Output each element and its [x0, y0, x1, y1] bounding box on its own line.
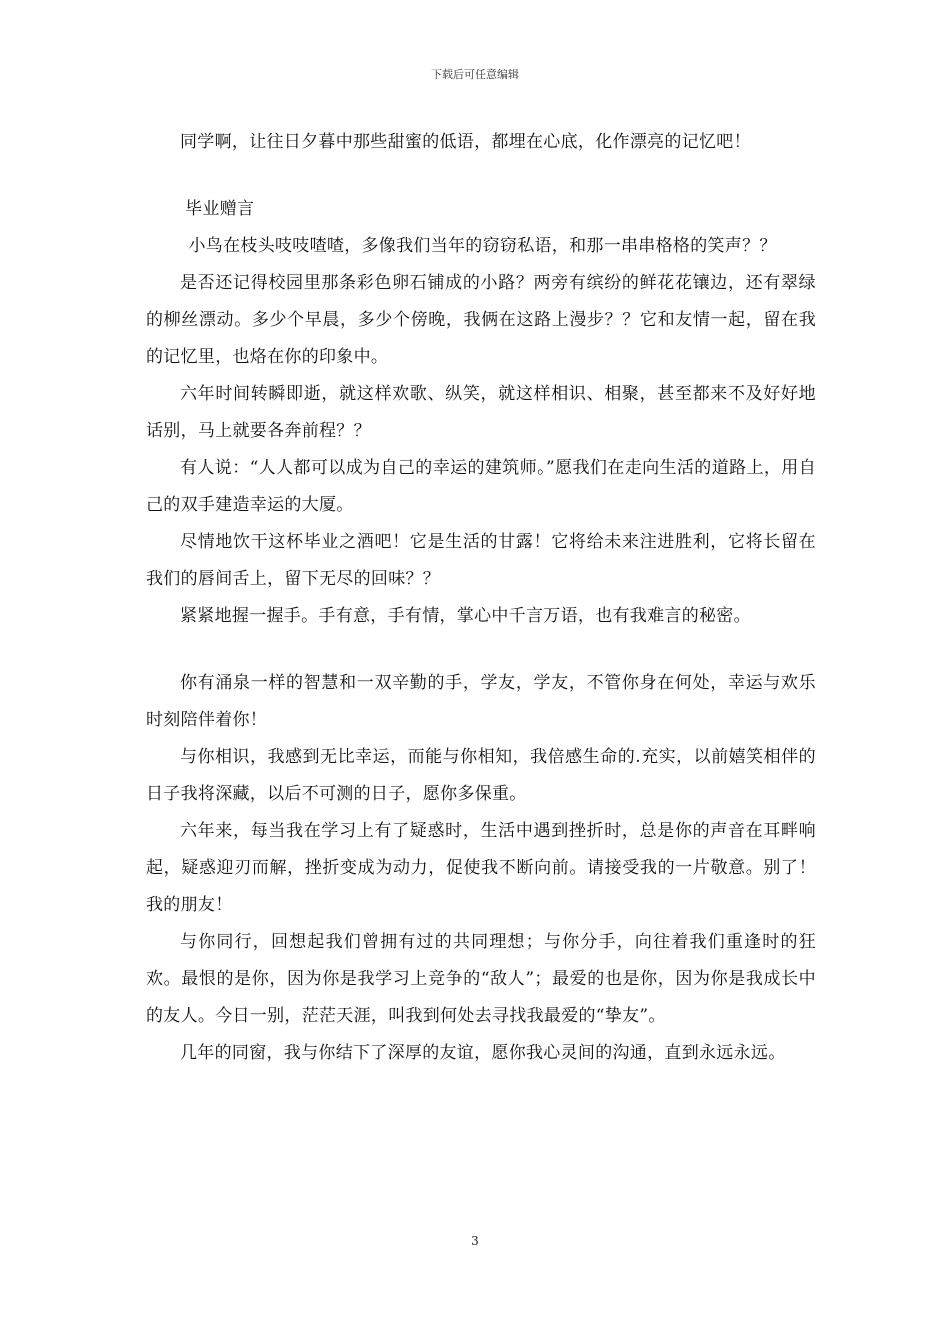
paragraph-opening: 同学啊，让往日夕暮中那些甜蜜的低语，都埋在心底，化作漂亮的记忆吧！ [180, 132, 751, 152]
paragraph-gap [146, 161, 816, 191]
paragraph: 有人说：“人人都可以成为自己的幸运的建筑师。”愿我们在走向生活的道路上，用自己的双手建造幸运的大厦。 [146, 458, 816, 515]
paragraph-gap [146, 635, 816, 665]
page-number: 3 [471, 1234, 479, 1248]
paragraph: 小鸟在枝头吱吱喳喳，多像我们当年的窃窃私语，和那一串串格格的笑声？？ [188, 236, 777, 256]
paragraph: 六年来，每当我在学习上有了疑惑时，生活中遇到挫折时，总是你的声音在耳畔响起，疑惑迎刃而解，挫折变成为动力，促使我不断向前。请接受我的一片敬意。别了！我的朋友！ [146, 821, 816, 915]
paragraph: 与你同行，回想起我们曾拥有过的共同理想；与你分手，向往着我们重逢时的狂欢。最恨的是你，因为你是我学习上竞争的“敌人”；最爱的也是你，因为你是我成长中的友人。今日一别，茫茫天涯，叫我到何处去寻找我最爱的“挚友”。 [146, 932, 816, 1026]
page-header: 下载后可任意编辑 [431, 68, 519, 81]
paragraph: 你有涌泉一样的智慧和一双辛勤的手，学友，学友，不管你身在何处，幸运与欢乐时刻陪伴着你！ [146, 673, 816, 730]
document-body [146, 124, 816, 1072]
paragraph: 是否还记得校园里那条彩色卵石铺成的小路？两旁有缤纷的鲜花花镶边，还有翠绿的柳丝漂动。多少个早晨，多少个傍晚，我俩在这路上漫步？？它和友情一起，留在我的记忆里，也烙在你的印象中。 [146, 273, 816, 367]
paragraph: 紧紧地握一握手。手有意，手有情，掌心中千言万语，也有我难言的秘密。 [180, 606, 751, 626]
paragraph: 与你相识，我感到无比幸运，而能与你相知，我倍感生命的.充实，以前嬉笑相伴的日子我将深藏，以后不可测的日子，愿你多保重。 [146, 747, 816, 804]
paragraph: 六年时间转瞬即逝，就这样欢歌、纵笑，就这样相识、相聚，甚至都来不及好好地话别，马上就要各奔前程？？ [146, 384, 816, 441]
paragraph: 尽情地饮干这杯毕业之酒吧！它是生活的甘露！它将给未来注进胜利，它将长留在我们的唇间舌上，留下无尽的回味？？ [146, 532, 816, 589]
paragraph: 几年的同窗，我与你结下了深厚的友谊，愿你我心灵间的沟通，直到永远永远。 [180, 1043, 786, 1063]
section-title: 毕业赠言 [185, 199, 255, 219]
